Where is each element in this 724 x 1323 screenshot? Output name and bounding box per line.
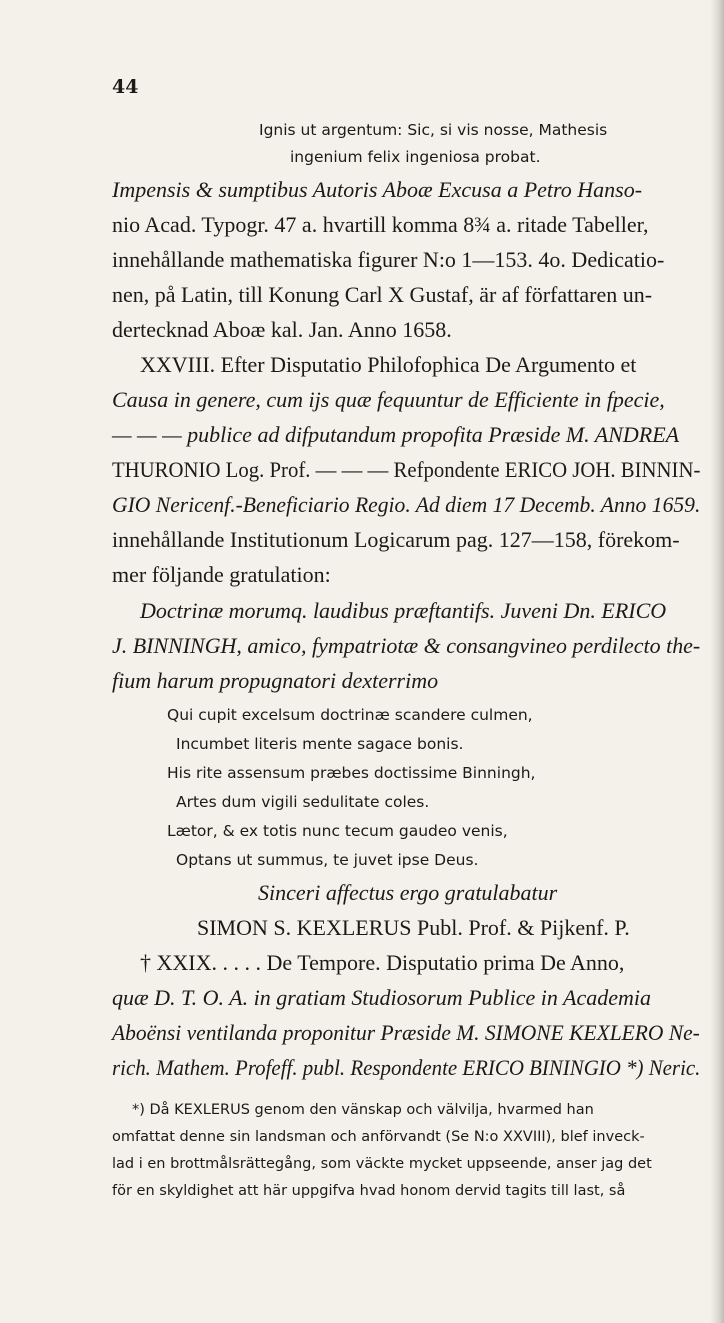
text-line: quæ D. T. O. A. in gratiam Studiosorum Publice in Academia (112, 985, 651, 1010)
entry-xxviii-heading: XXVIII. Efter Disputatio Philofophica De Argumento et (140, 352, 637, 377)
footnote-line: lad i en brottmålsrättegång, som väckte mycket uppseende, anser jag det (112, 1156, 652, 1172)
text-line: — — — publice ad difputandum propofita Præside M. ANDREA (112, 422, 680, 447)
poem-line: Qui cupit excelsum doctrinæ scandere culmen, (167, 706, 533, 724)
dedication-line: Doctrinæ morumq. laudibus præftantifs. Juveni Dn. ERICO (140, 598, 667, 623)
footnote-line: *) Då KEXLERUS genom den vänskap och välvilja, hvarmed han (132, 1102, 594, 1118)
text-line: rich. Mathem. Profeff. publ. Respondente ERICO BININGIO *) Neric. (112, 1055, 701, 1080)
text-line: Aboënsi ventilanda proponitur Præside M. SIMONE KEXLERO Ne- (112, 1020, 700, 1045)
entry-xxix-heading: † XXIX. . . . . De Tempore. Disputatio prima De Anno, (140, 950, 625, 975)
dedication-line: J. BINNINGH, amico, fympatriotæ & consangvineo perdilecto the- (112, 633, 701, 658)
poem-line: Optans ut summus, te juvet ipse Deus. (176, 851, 479, 869)
dedication-line: fium harum propugnatori dexterrimo (112, 668, 439, 693)
footnote-line: för en skyldighet att här uppgifva hvad honom dervid tagits till last, så (112, 1183, 626, 1199)
text-line: nen, på Latin, till Konung Carl X Gustaf, är af författaren un- (112, 282, 653, 307)
text-line: dertecknad Aboæ kal. Jan. Anno 1658. (112, 317, 452, 342)
text-line: mer följande gratulation: (112, 562, 331, 587)
text-line: innehållande mathematiska figurer N:o 1—153. 4o. Dedicatio- (112, 247, 665, 272)
text-line: GIO Nericenf.-Beneficiario Regio. Ad diem 17 Decemb. Anno 1659. (112, 492, 701, 517)
text-line: Causa in genere, cum ijs quæ fequuntur de Efficiente in fpecie, (112, 387, 665, 412)
signature-intro: Sinceri affectus ergo gratulabatur (258, 880, 558, 905)
motto-line-2: ingenium felix ingeniosa probat. (290, 148, 541, 166)
poem-line: Lætor, & ex totis nunc tecum gaudeo venis, (167, 822, 508, 840)
text-line: innehållande Institutionum Logicarum pag. 127—158, förekom- (112, 527, 680, 552)
poem-line: His rite assensum præbes doctissime Binningh, (167, 764, 536, 782)
poem-line: Artes dum vigili sedulitate coles. (176, 793, 430, 811)
motto-line-1: Ignis ut argentum: Sic, si vis nosse, Mathesis (259, 121, 608, 139)
poem-line: Incumbet literis mente sagace bonis. (176, 735, 464, 753)
page-number: 44 (112, 76, 139, 98)
signature-name: SIMON S. KEXLERUS Publ. Prof. & Pijkenf. P. (197, 915, 630, 940)
text-line: nio Acad. Typogr. 47 a. hvartill komma 8¾ a. ritade Tabeller, (112, 212, 649, 237)
text-line: THURONIO Log. Prof. — — — Refpondente ERICO JOH. BINNIN- (112, 457, 701, 482)
text-line: Impensis & sumptibus Autoris Aboæ Excusa a Petro Hanso- (112, 177, 643, 202)
page-edge-shadow (710, 0, 724, 1323)
footnote-line: omfattat denne sin landsman och anförvandt (Se N:o XXVIII), blef inveck- (112, 1129, 645, 1145)
